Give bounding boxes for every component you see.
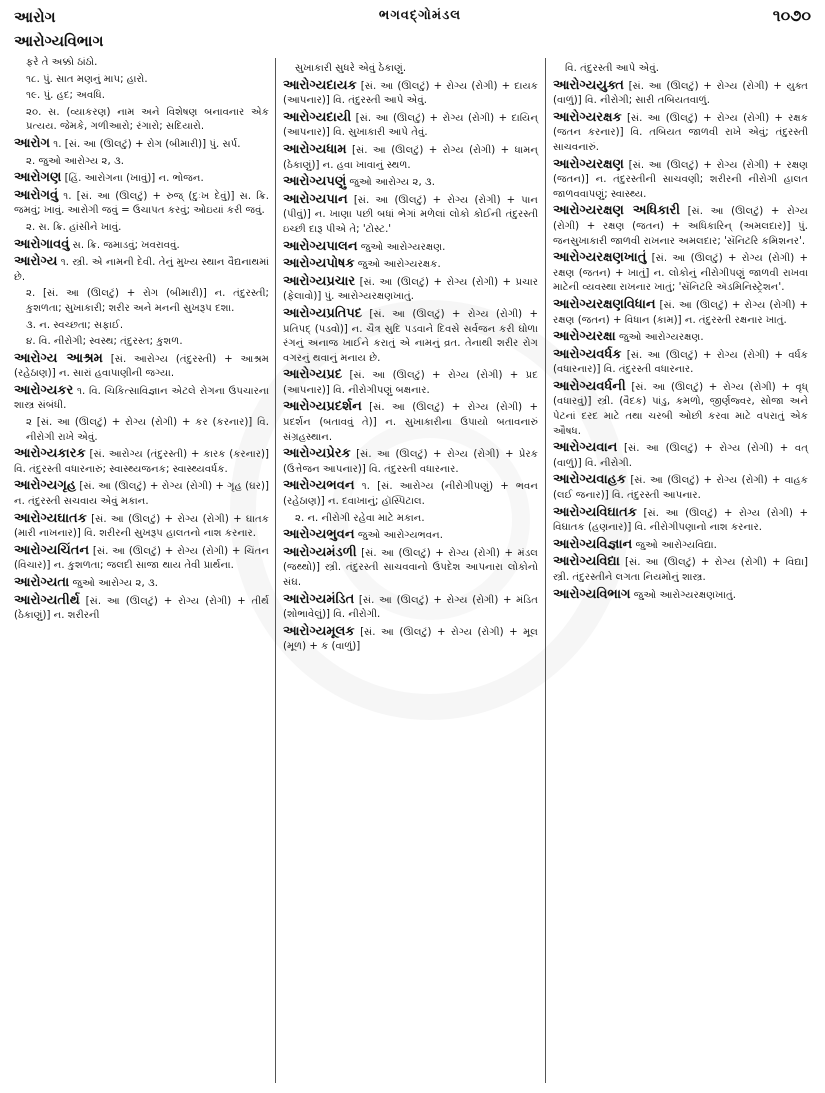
entry-headword: આરોગ્યવિઘાતક (553, 504, 637, 520)
entry-headword: આરોગ્યચિંતન (14, 542, 90, 558)
entry-headword: આરોગ્યપણું (283, 174, 347, 190)
dictionary-entry (14, 155, 269, 170)
entry-definition: [સં. આ (ઊલટું) + રોગ્ય (રોગી) + તીર્થ (ઠેકાણું)] ન. શરીરની (14, 595, 269, 622)
dictionary-entry (553, 538, 808, 554)
dictionary-entry (553, 380, 808, 439)
dictionary-entry (14, 56, 269, 71)
entry-definition: [સં. આ (ઊલટું) + રોગ્ય (રોગી) + વૃધ્ (વધારવું)] સ્ત્રી. (વૈદક) પાંડુ, કમળો, જીર્ણજ્વર, સોજા અને પેટનાં દરદ માટે તથા ચરબી ઓછી કરવા માટે વપરાતું એક ઔષધ. (553, 381, 808, 437)
dictionary-column-2 (283, 62, 538, 657)
dictionary-column-1 (14, 56, 269, 626)
entry-headword: આરોગ્યપોષક (283, 256, 355, 272)
entry-definition: [સં. આ (ઊલટું) + રોગ્ય (રોગી) + વાહક (લઈ જનાર)] વિ. તંદુરસ્તી આપનાર. (553, 475, 808, 502)
entry-definition: ૨. ન. નીરોગી રહેવા માટે મકાન. (295, 512, 425, 524)
dictionary-column-3 (553, 62, 808, 605)
entry-headword: આરોગ્યપ્રચાર (283, 273, 356, 289)
entry-definition: [સં. આ (ઊલટું) + રોગ્ય (રોગી) + રક્ષણ (જતન) + અધિકારિન્ (અમલદાર)] પું. જનસુખાકારી જાળવી રાખનાર અમલદાર; 'સૅનિટરિ કમિશનર'. (553, 206, 808, 247)
entry-definition: [સં. આ (ઊલટું) + રોગ્ય (રોગી) + પ્રદ (આપનાર)] વિ. નીરોગીપણું બક્ષનાર. (283, 370, 538, 396)
entry-headword: આરોગણ (14, 170, 62, 186)
dictionary-entry (283, 479, 538, 509)
entry-definition: [સં. આ (ઊલટું) + રોગ્ય (રોગી) + પ્રદર્શન (બતાવવું તે)] ન. સુખાકારીના ઉપાયો બતાવનારું સંગ્રહસ્થાન. (283, 402, 538, 443)
dictionary-entry (283, 593, 538, 623)
entry-definition: સ. ક્રિ. જમાડવું; ખવરાવવું. (72, 239, 180, 251)
dictionary-entry (283, 143, 538, 173)
dictionary-entry (553, 111, 808, 156)
dictionary-entry (283, 275, 538, 305)
dictionary-entry (14, 106, 269, 135)
guide-word-section: આરોગ્યવિભાગ (14, 32, 104, 50)
dictionary-entry (553, 330, 808, 346)
entry-headword: આરોગ્યરક્ષા (553, 329, 616, 345)
dictionary-entry (553, 62, 808, 77)
dictionary-entry (14, 255, 269, 285)
dictionary-entry (14, 238, 269, 254)
dictionary-entry (14, 447, 269, 477)
dictionary-entry (14, 73, 269, 88)
entry-definition: [સં. આ (ઊલટું) + રોગ્ય (રોગી) + મંડિત (શોભાવેલું)] વિ. નીરોગી. (283, 594, 538, 621)
entry-headword: આરોગ્યપ્રતિપદ (283, 305, 363, 321)
entry-definition: [સં. આ (ઊલટું) + રોગ્ય (રોગી) + દાયક (આપનાર)] વિ. તંદુરસ્તી આપે એવું. (283, 80, 538, 107)
entry-definition: [સં. આ (ઊલટું) + રોગ્ય (રોગી) + રક્ષણ (જતન) + વિધાન (કામ)] ન. તંદુરસ્તી રક્ષનાર ખાતું. (553, 299, 808, 326)
dictionary-entry (283, 546, 538, 591)
dictionary-entry (283, 368, 538, 398)
dictionary-entry (553, 588, 808, 604)
dictionary-entry (14, 479, 269, 509)
entry-definition: સુખાકારી સુધરે એવું ઠેકાણું. (295, 63, 407, 74)
dictionary-entry (283, 240, 538, 256)
entry-headword: આરોગ્યરક્ષણખાતું (553, 250, 647, 266)
entry-headword: આરોગ્યપ્રદર્શન (283, 399, 362, 415)
entry-definition: ૧. [સં. આ (ઊલટું) + રોગ (બીમારી)] પું. સર્પ. (53, 138, 241, 150)
dictionary-entry (283, 62, 538, 77)
entry-definition: [સં. આ (ઊલટું) + રોગ્ય (રોગી) + વિઘાતક (હણનાર)] વિ. નીરોગીપણાનો નાશ કરનાર. (553, 507, 808, 534)
entry-headword: આરોગ્યધામ (283, 141, 347, 157)
dictionary-entry (14, 287, 269, 316)
entry-definition: ૧. વિ. ચિકિત્સાવિજ્ઞાન એટલે રોગના ઉપચારના શાસ્ત્ર સંબંધી. (14, 385, 269, 412)
dictionary-entry (553, 473, 808, 503)
entry-headword: આરોગ્યતીર્થ (14, 592, 80, 608)
entry-headword: આરોગ્યપ્રેરક (283, 446, 351, 462)
column-divider (275, 58, 276, 1083)
entry-definition: ૧૯. પું. હદ; અવધિ. (26, 90, 105, 102)
entry-headword: આરોગ્યમંડિત (283, 591, 355, 607)
entry-definition: વિ. તંદુરસ્તી આપે એવું. (565, 63, 659, 74)
entry-definition: ૧૮. પું. સાત મણનું માપ; હારો. (26, 73, 148, 85)
dictionary-entry (14, 171, 269, 187)
dictionary-entry (14, 576, 269, 592)
dictionary-entry (283, 528, 538, 544)
entry-definition: ફરે તે અક્કો ઠાંઠો. (26, 57, 98, 68)
entry-headword: આરોગ્યમંડળી (283, 544, 357, 560)
dictionary-entry (283, 307, 538, 366)
entry-definition: જુઓ આરોગ્ય ૨, ૩. (72, 578, 158, 589)
entry-definition: [સં. આ (ઊલટું) + રોગ્ય (રોગી) + પ્રચાર (ફેલાવો)] પું. આરોગ્યરક્ષણખાતું. (283, 276, 538, 303)
entry-headword: આરોગ્યભુવન (283, 527, 355, 543)
entry-headword: આરોગ્યકર (14, 382, 74, 398)
entry-headword: આરોગ્યરક્ષક (553, 109, 622, 125)
dictionary-entry (14, 189, 269, 219)
entry-headword: આરોગ્યમૂલક (283, 623, 355, 639)
entry-headword: આરોગ્યકારક (14, 446, 86, 462)
dictionary-entry (14, 335, 269, 350)
dictionary-entry (283, 447, 538, 477)
entry-headword: આરોગ્યગૃહ (14, 478, 77, 494)
entry-definition: જુઓ આરોગ્યરક્ષક. (357, 259, 441, 271)
entry-headword: આરોગ્યપાલન (283, 238, 358, 254)
entry-definition: [સં. આ (ઊલટું) + રોગ્ય (રોગી) + ચિંતન (વિચાર)] ન. કુશળતા; જલદી સાજા થાય તેવી પ્રાર્થના. (14, 545, 269, 572)
entry-definition: ૧. [સં. આરોગ્ય (નીરોગીપણું) + ભવન (રહેઠાણ)] ન. દવાખાનું; હૉસ્પિટાલ. (283, 481, 538, 508)
dictionary-entry (283, 79, 538, 109)
entry-definition: ૨૦. સ. (વ્યાકરણ) નામ અને વિશેષણ બનાવનાર એક પ્રત્યય. જેમકે, ગળીઆરો; રંગારો; સદિયારો. (26, 106, 269, 133)
entry-definition: ૨. સ. ક્રિ. હાંસીને ખાવું. (26, 221, 122, 233)
entry-headword: આરોગ્યદાયી (283, 109, 352, 125)
dictionary-entry (553, 555, 808, 585)
entry-headword: આરોગ્યવાહક (553, 472, 627, 488)
dictionary-entry (553, 158, 808, 203)
entry-definition: [સં. આ (ઊલટું) + રોગ્ય (રોગી) + વત્ (વાળું)] વિ. નીરોગી. (553, 443, 808, 469)
dictionary-entry (553, 298, 808, 328)
entry-headword: આરોગ્યવિદ્યા (553, 554, 620, 570)
entry-definition: ૧. [સં. આ (ઊલટું) + રુજ્ (દુઃખ દેવું)] સ. ક્રિ. જમવું; ખાવું. આરોગી જવું = ઉચાપત કરવું; ઓઇયાં કરી જવું. (14, 190, 269, 217)
entry-headword: આરોગ્યપાન (283, 191, 348, 207)
entry-definition: ૨. જુઓ આરોગ્ય ૨, ૩. (26, 155, 125, 167)
column-divider (545, 58, 546, 1083)
dictionary-entry (14, 137, 269, 153)
entry-definition: ૩. ન. સ્વચ્છતા; સફાઈ. (26, 319, 124, 331)
dictionary-entry (553, 348, 808, 378)
entry-headword: આરોગ્યતા (14, 575, 70, 590)
entry-definition: [સં. આ (ઊલટું) + રોગ્ય (રોગી) + રક્ષણ (જતન)] ન. તંદુરસ્તીની સાચવણી; શરીરની નીરોગી હાલત જાળવવાપણું; સ્વાસ્થ્ય. (553, 159, 808, 200)
book-title: ભગવદ્ગોમંડલ (378, 8, 462, 23)
dictionary-entry (14, 594, 269, 624)
dictionary-entry (283, 400, 538, 445)
dictionary-entry (14, 416, 269, 445)
dictionary-entry (553, 441, 808, 471)
entry-headword: આરોગ્યભવન (283, 478, 355, 494)
entry-definition: [સં. આ (ઊલટું) + રોગ્ય (રોગી) + મંડલ (જથ્થો)] સ્ત્રી. તંદુરસ્તી સાચવવાનો ઉપદેશ આપનારા લોકોનો સંઘ. (283, 547, 538, 588)
entry-headword: આરોગ્યદાયક (283, 77, 357, 93)
entry-headword: આરોગ્યપ્રદ (283, 367, 343, 383)
entry-headword: આરોગાવવું (14, 236, 70, 252)
entry-definition: [સં. આ (ઊલટું) + રોગ્ય (રોગી) + પ્રતિપદ્ (પડવો)] ન. ચૈત્ર સુદિ પડવાને દિવસે સર્વજન કરી ઘોળા રંગનું અનાજ ખાઈને કરાતું એ નામનું વ્રત. તેનાથી શરીર રોગ વગરનું થવાનું મનાય છે. (283, 308, 538, 364)
entry-headword: આરોગ્ય આશ્રમ (14, 350, 103, 366)
entry-headword: આરોગવું (14, 187, 59, 203)
entry-headword: આરોગ્યવાન (553, 440, 618, 456)
entry-definition: [સં. આ (ઊલટું) + રોગ્ય (રોગી) + રક્ષક (જતન કરનાર)] વિ. તબિયત જાળવી રાખે એવું; તંદુરસ્તી સાચવનારું. (553, 112, 808, 153)
dictionary-entry (14, 544, 269, 574)
entry-definition: [સં. આ (ઊલટું) + રોગ્ય (રોગી) + ધામન્ (ઠેકાણું)] ન. હવા ખાવાનું સ્થળ. (283, 144, 538, 171)
dictionary-entry (283, 625, 538, 655)
entry-definition: [સં. આ (ઊલટું) + રોગ્ય (રોગી) + પાન (પીવું)] ન. ખાણા પછી બધાં ભેગાં મળેલાં લોકો કોઈની તંદુરસ્તી ઇચ્છી દારૂ પીએ તે; 'ટોસ્ટ.' (283, 194, 538, 235)
entry-definition: [સં. આ (ઊલટું) + રોગ્ય (રોગી) + રક્ષણ (જતન) + ખાતું] ન. લોકોનું નીરોગીપણું જાળવી રાખવા માટેની વ્યવસ્થા રાખનાર ખાતું; 'સૅનિટરિ ઍડમિનિસ્ટ્રેશન'. (553, 253, 808, 294)
dictionary-entry (14, 221, 269, 236)
entry-definition: [સં. આરોગ્ય (તંદુરસ્તી) + આશ્રમ (રહેઠાણ)] ન. સારાં હવાપાણીની જગ્યા. (14, 353, 269, 380)
entry-headword: આરોગ્યવર્ધક (553, 346, 622, 362)
entry-definition: જુઓ આરોગ્યભવન. (357, 530, 443, 542)
entry-definition: [સં. આ (ઊલટું) + રોગ્ય (રોગી) + ઘાતક (મારી નાખનાર)] વિ. શરીરની સુખરૂપ હાલતનો નાશ કરનાર. (14, 513, 269, 540)
entry-definition: ૨. [સં. આ (ઊલટું) + રોગ (બીમારી)] ન. તંદુરસ્તી; કુશળતા; સુખાકારી; શરીર અને મનની સુખરૂપ દશા. (26, 288, 269, 314)
dictionary-entry (553, 251, 808, 296)
entry-headword: આરોગ (14, 135, 50, 151)
dictionary-entry (553, 79, 808, 109)
entry-headword: આરોગ્યયુક્ત (553, 77, 624, 93)
entry-definition: ૧. સ્ત્રી. એ નામની દેવી. તેનું મુખ્ય સ્થાન વૈદ્યનાથમાં છે. (14, 257, 269, 283)
entry-definition: [સં. આરોગ્ય (તંદુરસ્તી) + કારક (કરનાર)] વિ. તંદુરસ્તી વધારનારું; સ્વાસ્થ્યજનક; સ્વાસ્થ્યવર્ધક. (14, 449, 269, 475)
entry-definition: [હિં. આરોગના (ખાવું)] ન. ભોજન. (64, 173, 204, 185)
entry-definition: જુઓ આરોગ્ય ૨, ૩. (349, 177, 435, 189)
dictionary-entry (14, 352, 269, 382)
dictionary-entry (283, 111, 538, 141)
guide-word-left: આરોગ (14, 8, 56, 26)
dictionary-entry (283, 257, 538, 273)
page-header (0, 0, 825, 28)
dictionary-entry (14, 512, 269, 542)
entry-definition: [સં. આ (ઊલટું) + રોગ્ય (રોગી) + ગૃહ (ઘર)] ન. તંદુરસ્તી સચવાય એવું મકાન. (14, 481, 269, 508)
dictionary-entry (14, 384, 269, 414)
entry-definition: જુઓ આરોગ્યવિદ્યા. (635, 539, 717, 551)
entry-definition: [સં. આ (ઊલટું) + રોગ્ય (રોગી) + દાયિન્ (આપનાર)] વિ. સુખાકારી આપે તેવું. (283, 112, 538, 139)
entry-definition: ૨ [સં. આ (ઊલટું) + રોગ્ય (રોગી) + કર (કરનાર)] વિ. નીરોગી રાખે એવું. (26, 417, 269, 443)
dictionary-entry (14, 319, 269, 334)
entry-definition: જુઓ આરોગ્યરક્ષણ. (360, 241, 446, 253)
entry-headword: આરોગ્યવિજ્ઞાન (553, 536, 633, 552)
entry-headword: આરોગ્યરક્ષણ અધિકારી (553, 203, 680, 219)
entry-headword: આરોગ્ય (14, 254, 58, 270)
entry-headword: આરોગ્યઘાતક (14, 510, 87, 526)
entry-definition: જુઓ આરોગ્યરક્ષણખાતું. (633, 589, 736, 601)
dictionary-entry (553, 506, 808, 536)
entry-headword: આરોગ્યરક્ષણ (553, 156, 624, 172)
entry-definition: [સં. આ (ઊલટું) + રોગ્ય (રોગી) + વર્ધક (વધારનાર)] વિ. તંદુરસ્તી વધારનાર. (553, 349, 808, 376)
dictionary-entry (283, 512, 538, 527)
dictionary-entry (14, 89, 269, 104)
entry-headword: આરોગ્યવર્ધની (553, 378, 626, 394)
dictionary-entry (283, 193, 538, 238)
page-number: ૧૦૭૦ (772, 6, 811, 25)
entry-headword: આરોગ્યરક્ષણવિધાન (553, 296, 656, 312)
dictionary-entry (553, 204, 808, 249)
entry-definition: [સં. આ (ઊલટું) + રોગ્ય (રોગી) + પ્રેરક (ઉત્તેજન આપનાર)] વિ. તંદુરસ્તી વધારનાર. (283, 449, 538, 475)
entry-definition: [સં. આ (ઊલટું) + રોગ્ય (રોગી) + મૂલ (મૂળ) + ક (વાળું)] (283, 626, 538, 653)
entry-definition: જુઓ આરોગ્યરક્ષણ. (618, 332, 704, 344)
entry-definition: [સં. આ (ઊલટું) + રોગ્ય (રોગી) + વિદ્યા] સ્ત્રી. તંદુરસ્તીને લગતા નિયમોનું શાસ્ત્ર. (553, 557, 808, 583)
entry-definition: [સં. આ (ઊલટું) + રોગ્ય (રોગી) + યુક્ત (વાળું)] વિ. નીરોગી; સારી તબિયતવાળું. (553, 80, 808, 107)
dictionary-entry (283, 175, 538, 191)
entry-definition: ૪. વિ. નીરોગી; સ્વસ્થ; તંદુરસ્ત; કુશળ. (26, 336, 183, 348)
entry-headword: આરોગ્યવિભાગ (553, 586, 631, 602)
